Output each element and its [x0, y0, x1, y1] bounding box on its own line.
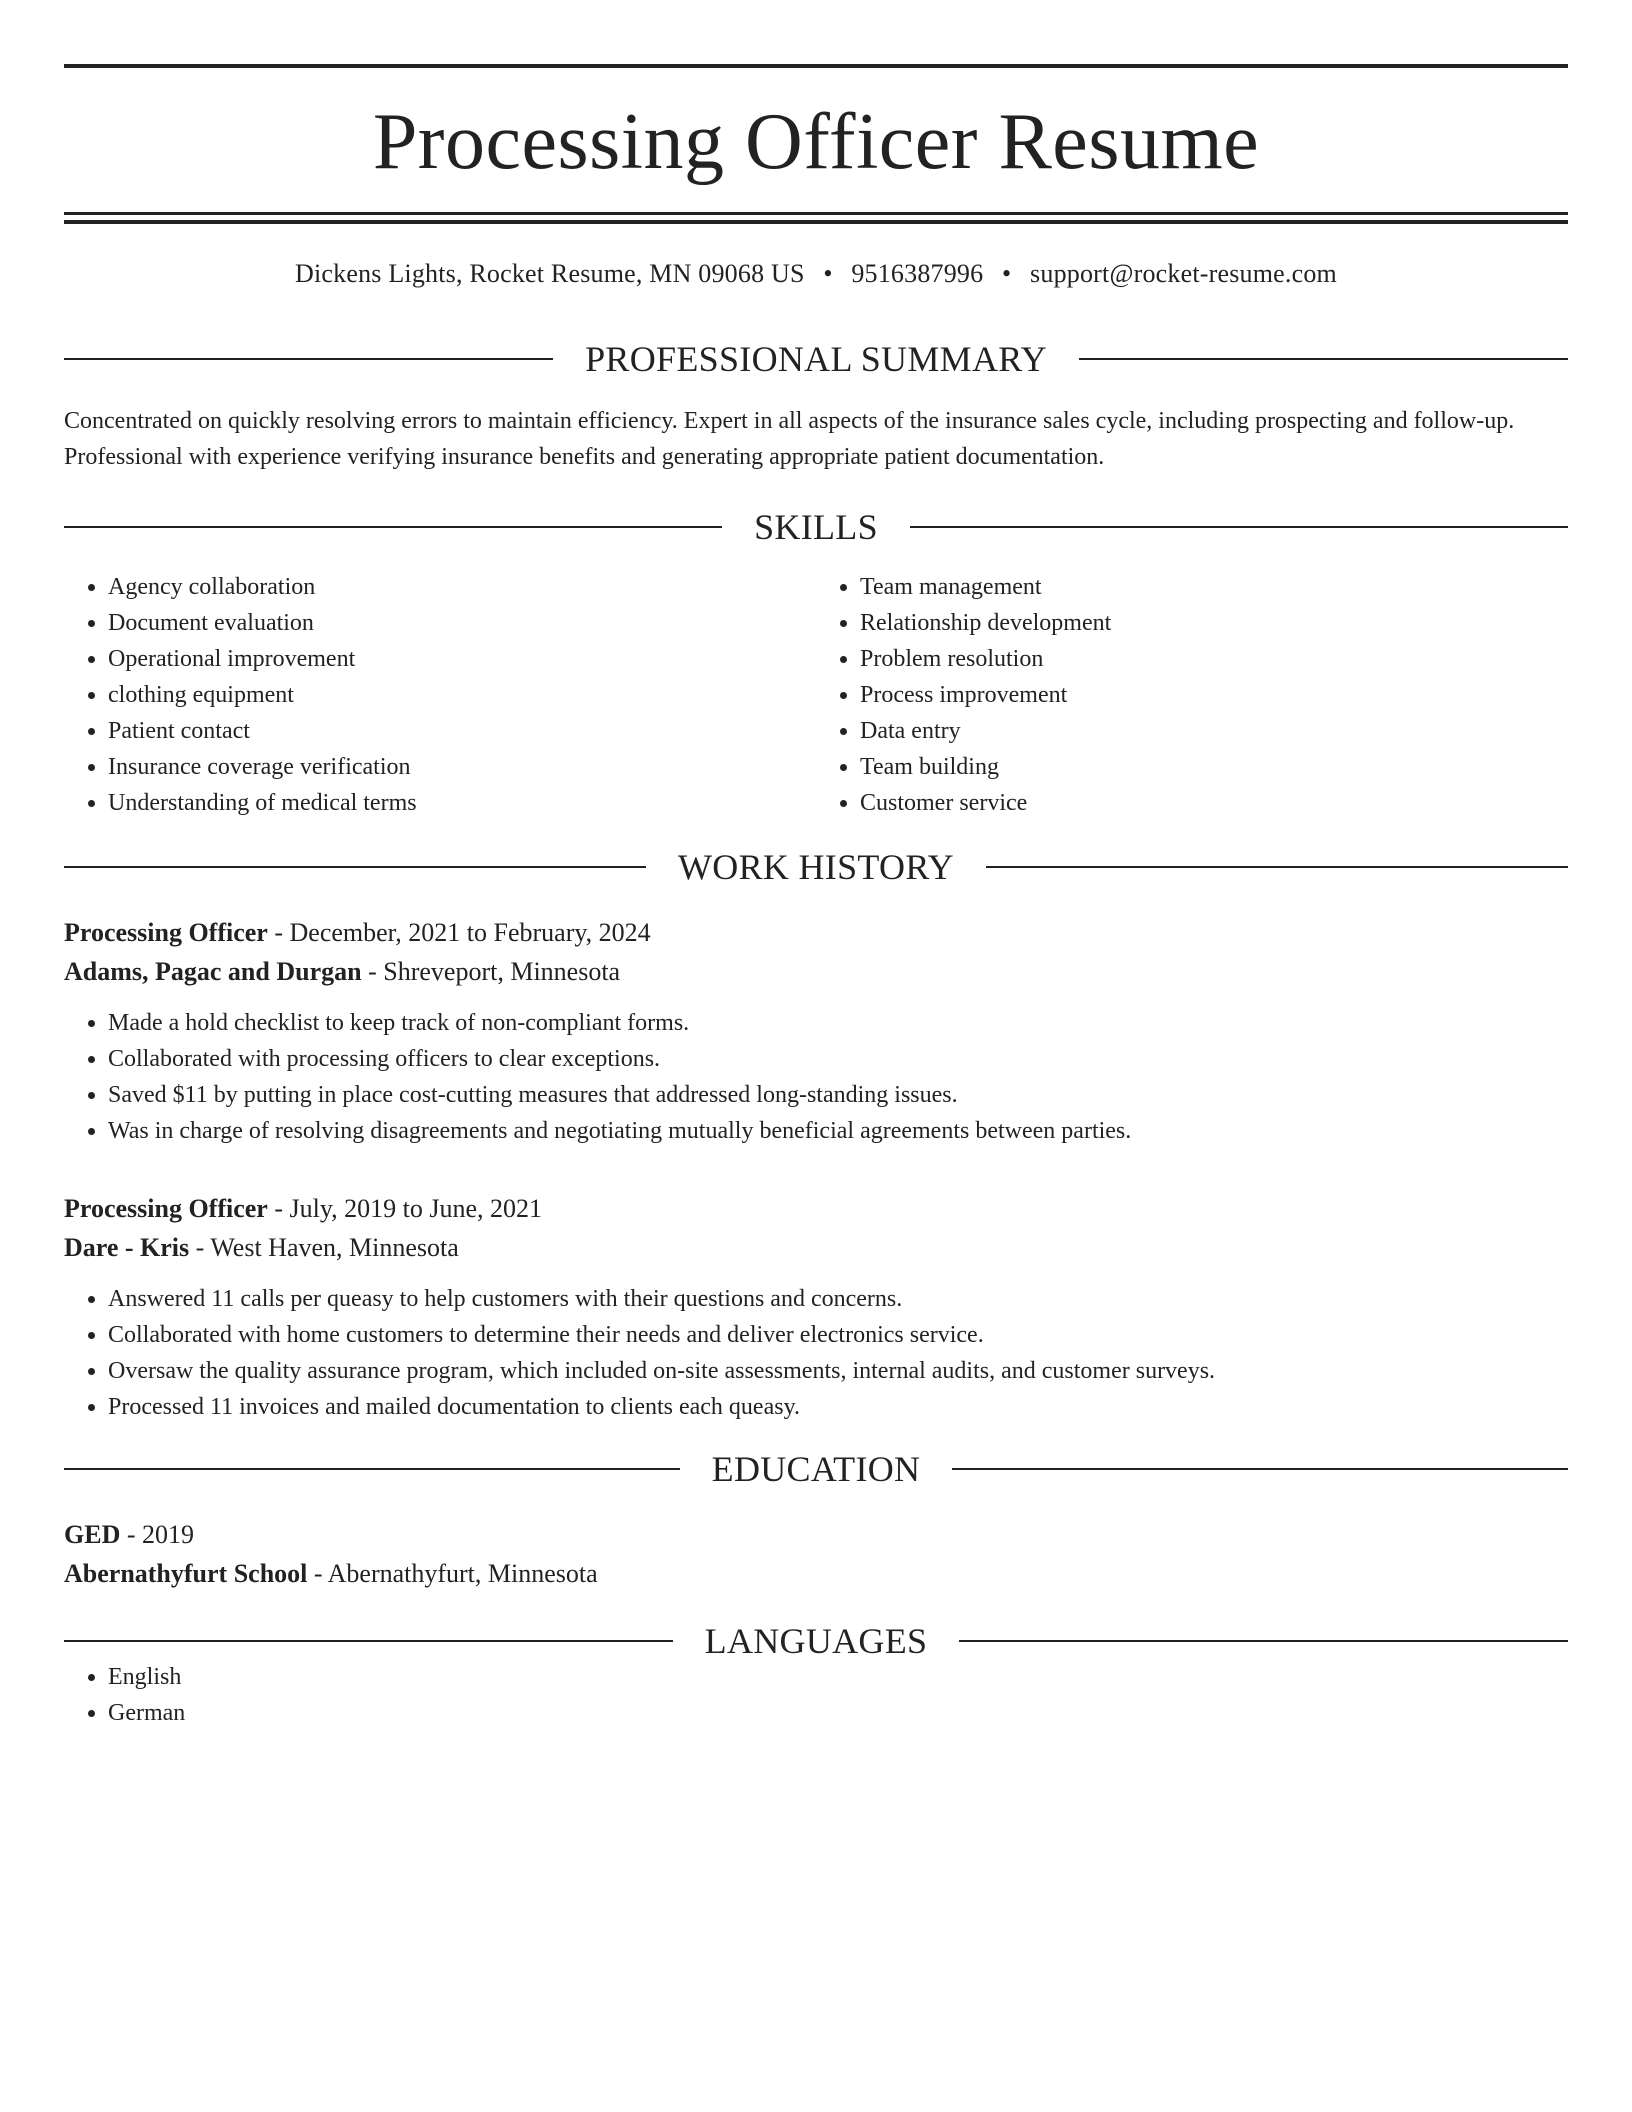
- section-title: PROFESSIONAL SUMMARY: [585, 339, 1047, 380]
- skills-list: [64, 569, 1568, 821]
- title-double-rule: [64, 212, 1568, 224]
- heading-rule: [1079, 358, 1568, 360]
- skill-item: • Problem resolution: [860, 641, 1568, 677]
- section-title: SKILLS: [754, 507, 878, 548]
- language-item: • German: [108, 1695, 1568, 1731]
- degree-line: [64, 1515, 1568, 1554]
- languages-section-heading: [64, 1621, 1568, 1662]
- job-dates: - July, 2019 to June, 2021: [267, 1194, 543, 1224]
- job-dates: - December, 2021 to February, 2024: [267, 918, 651, 948]
- section-title: EDUCATION: [711, 1449, 921, 1490]
- job-location: - West Haven, Minnesota: [189, 1233, 459, 1263]
- job-bullet: • Processed 11 invoices and mailed documentation to clients each queasy.: [108, 1389, 1568, 1425]
- skills-section-heading: [64, 507, 1568, 548]
- skill-item: • Relationship development: [860, 605, 1568, 641]
- skills-column-right: [816, 569, 1568, 821]
- skill-item: • Process improvement: [860, 677, 1568, 713]
- language-item: • English: [108, 1659, 1568, 1695]
- section-title: WORK HISTORY: [678, 847, 954, 888]
- job-bullet: • Saved $11 by putting in place cost-cutting measures that addressed long-standing issues.: [108, 1077, 1568, 1113]
- job-location: - Shreveport, Minnesota: [361, 957, 621, 987]
- skill-item: • Patient contact: [108, 713, 816, 749]
- heading-rule: [910, 526, 1568, 528]
- skill-item: • Operational improvement: [108, 641, 816, 677]
- page-title: Processing Officer Resume: [372, 98, 1260, 186]
- job-title: Processing Officer: [64, 918, 268, 948]
- heading-rule: [64, 1468, 680, 1470]
- job-company: Adams, Pagac and Durgan: [64, 957, 362, 987]
- job-company-line: [64, 952, 1568, 991]
- contact-email: support@rocket-resume.com: [1030, 259, 1337, 288]
- school-location: - Abernathyfurt, Minnesota: [307, 1559, 598, 1589]
- job-entry: [64, 1189, 1568, 1425]
- work-history-section-heading: [64, 847, 1568, 888]
- school-line: [64, 1554, 1568, 1593]
- skill-item: • Understanding of medical terms: [108, 785, 816, 821]
- job-bullet: • Answered 11 calls per queasy to help customers with their questions and concerns.: [108, 1281, 1568, 1317]
- job-title-line: [64, 913, 1568, 952]
- skills-column-left: [64, 569, 816, 821]
- heading-rule: [959, 1640, 1568, 1642]
- job-title: Processing Officer: [64, 1194, 268, 1224]
- contact-separator: •: [823, 259, 833, 288]
- skill-item: • clothing equipment: [108, 677, 816, 713]
- contact-separator: •: [1002, 259, 1012, 288]
- job-company: Dare - Kris: [64, 1233, 190, 1263]
- contact-address: Dickens Lights, Rocket Resume, MN 09068 US: [295, 259, 805, 288]
- education-section-heading: [64, 1449, 1568, 1490]
- languages-list: [64, 1659, 1568, 1731]
- job-entry: [64, 913, 1568, 1149]
- skill-item: • Team building: [860, 749, 1568, 785]
- skill-item: • Agency collaboration: [108, 569, 816, 605]
- job-bullet: • Collaborated with home customers to determine their needs and deliver electronics service.: [108, 1317, 1568, 1353]
- job-bullet: • Collaborated with processing officers to clear exceptions.: [108, 1041, 1568, 1077]
- school-name: Abernathyfurt School: [64, 1559, 308, 1589]
- heading-rule: [64, 526, 722, 528]
- job-bullets: [64, 1281, 1568, 1425]
- skill-item: • Document evaluation: [108, 605, 816, 641]
- job-title-line: [64, 1189, 1568, 1228]
- skill-item: • Insurance coverage verification: [108, 749, 816, 785]
- degree: GED: [64, 1520, 121, 1550]
- degree-year: - 2019: [120, 1520, 195, 1550]
- heading-rule: [64, 358, 553, 360]
- skill-item: • Data entry: [860, 713, 1568, 749]
- heading-rule: [64, 866, 646, 868]
- job-bullet: • Oversaw the quality assurance program, which included on-site assessments, internal audits, and customer surveys.: [108, 1353, 1568, 1389]
- job-bullet: • Was in charge of resolving disagreements and negotiating mutually beneficial agreements between parties.: [108, 1113, 1568, 1149]
- heading-rule: [64, 1640, 673, 1642]
- job-company-line: [64, 1228, 1568, 1267]
- contact-phone: 9516387996: [851, 259, 984, 288]
- job-bullet: • Made a hold checklist to keep track of non-compliant forms.: [108, 1005, 1568, 1041]
- summary-text: Concentrated on quickly resolving errors to maintain efficiency. Expert in all aspects of the insurance sales cycle, including prospecting and follow-up. Professional with experience verifying insurance benefits and generating appropriate patient documentation.: [64, 408, 1515, 471]
- summary-section-heading: [64, 339, 1568, 380]
- job-bullets: [64, 1005, 1568, 1149]
- section-title: LANGUAGES: [704, 1621, 928, 1662]
- top-rule: [64, 64, 1568, 68]
- heading-rule: [986, 866, 1568, 868]
- skill-item: • Customer service: [860, 785, 1568, 821]
- skill-item: • Team management: [860, 569, 1568, 605]
- contact-line: [64, 258, 1568, 289]
- heading-rule: [952, 1468, 1568, 1470]
- education-entry: [64, 1515, 1568, 1593]
